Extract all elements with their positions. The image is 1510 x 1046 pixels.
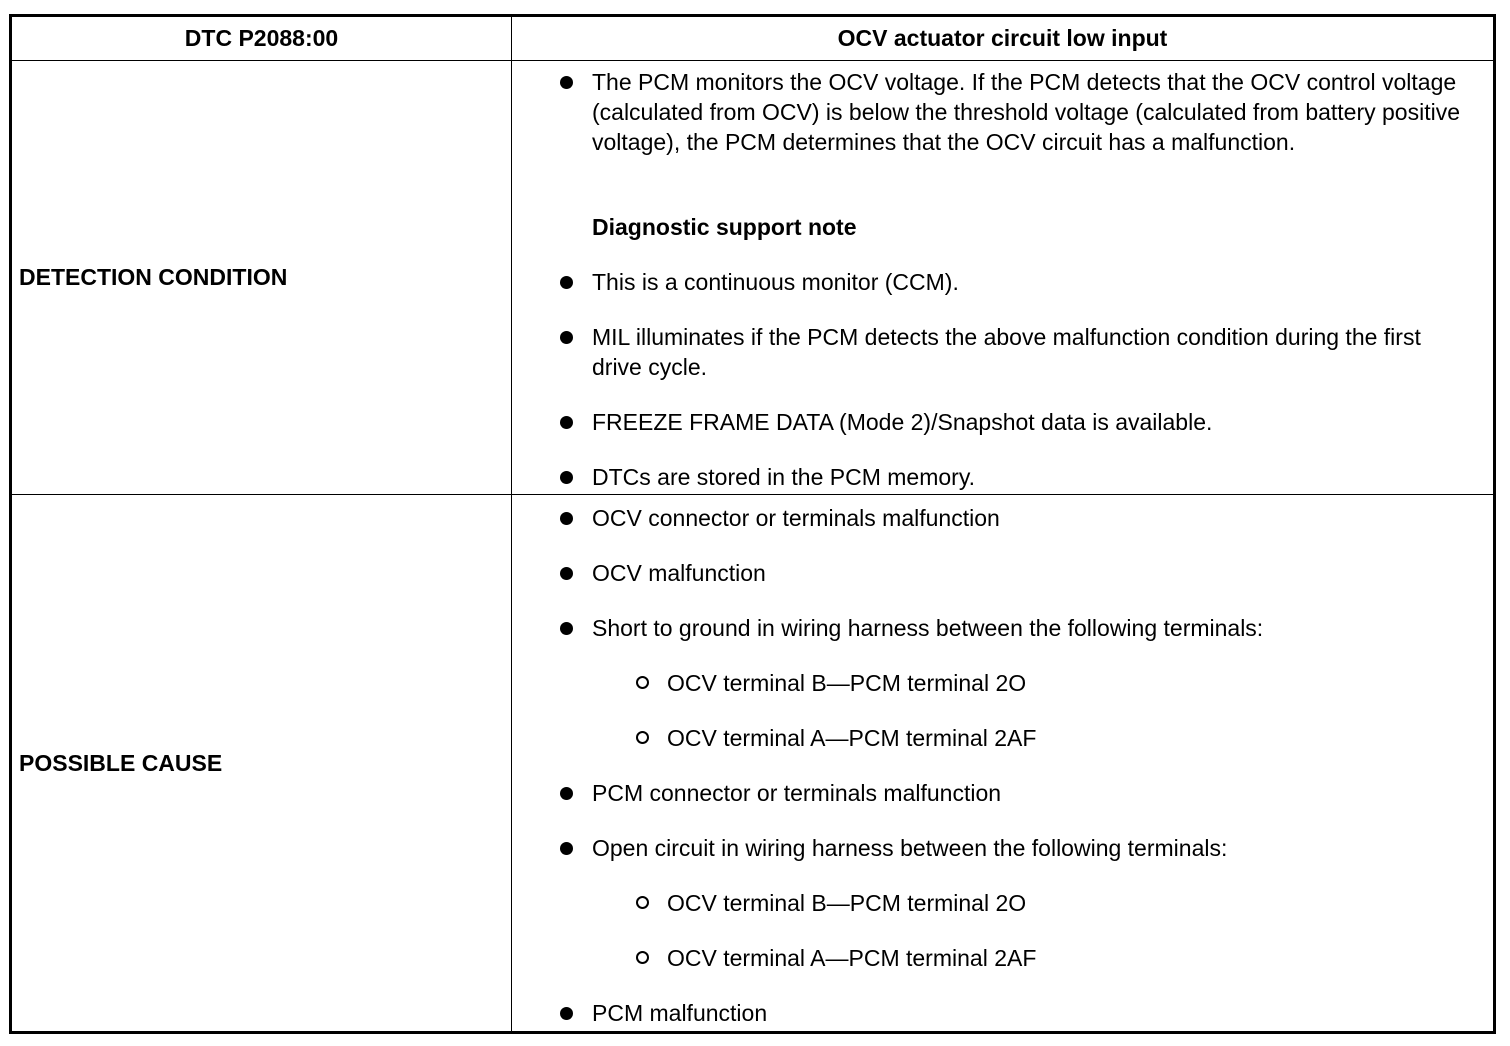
list-item: FREEZE FRAME DATA (Mode 2)/Snapshot data is available. xyxy=(592,407,1463,437)
bullet-icon xyxy=(560,787,573,800)
bullet-icon xyxy=(560,471,573,484)
list-item: PCM connector or terminals malfunction xyxy=(592,778,1463,808)
hollow-bullet-icon xyxy=(636,676,649,689)
sub-list-item: OCV terminal A—PCM terminal 2AF xyxy=(667,943,1463,973)
bullet-icon xyxy=(560,512,573,525)
list-item: Short to ground in wiring harness between the following terminals: xyxy=(592,613,1463,643)
bullet-icon xyxy=(560,567,573,580)
diagnostic-support-note-heading: Diagnostic support note xyxy=(592,214,857,240)
list-item: DTCs are stored in the PCM memory. xyxy=(592,462,1463,492)
hollow-bullet-icon xyxy=(636,896,649,909)
dtc-code: DTC P2088:00 xyxy=(184,25,339,51)
list-item: The PCM monitors the OCV voltage. If the PCM detects that the OCV control voltage (calculated from OCV) is below the threshold voltage (calculated from battery positive voltage), the PCM determines that the OCV circuit has a malfunction. xyxy=(592,67,1463,157)
sub-list-item: OCV terminal B—PCM terminal 2O xyxy=(667,888,1463,918)
detection-condition-content xyxy=(512,61,1493,495)
sub-list-item: OCV terminal B—PCM terminal 2O xyxy=(667,668,1463,698)
possible-cause-label-cell xyxy=(12,495,512,1031)
detection-condition-label: DETECTION CONDITION xyxy=(19,264,288,290)
list-item: OCV malfunction xyxy=(592,558,1463,588)
bullet-icon xyxy=(560,276,573,289)
list-item: Open circuit in wiring harness between the following terminals: xyxy=(592,833,1463,863)
bullet-icon xyxy=(560,842,573,855)
dtc-title-header xyxy=(512,17,1493,61)
dtc-table xyxy=(9,14,1496,1034)
list-item: PCM malfunction xyxy=(592,998,1463,1028)
hollow-bullet-icon xyxy=(636,951,649,964)
list-item: OCV connector or terminals malfunction xyxy=(592,503,1463,533)
hollow-bullet-icon xyxy=(636,731,649,744)
list-item: This is a continuous monitor (CCM). xyxy=(592,267,1463,297)
sub-list-item: OCV terminal A—PCM terminal 2AF xyxy=(667,723,1463,753)
bullet-icon xyxy=(560,622,573,635)
bullet-icon xyxy=(560,76,573,89)
possible-cause-label: POSSIBLE CAUSE xyxy=(19,749,223,776)
detection-condition-label-cell xyxy=(12,61,512,495)
list-item: MIL illuminates if the PCM detects the above malfunction condition during the first drive cycle. xyxy=(592,322,1463,382)
possible-cause-content xyxy=(512,495,1493,1031)
dtc-title: OCV actuator circuit low input xyxy=(837,25,1168,51)
bullet-icon xyxy=(560,416,573,429)
dtc-code-header xyxy=(12,17,512,61)
bullet-icon xyxy=(560,1007,573,1020)
bullet-icon xyxy=(560,331,573,344)
